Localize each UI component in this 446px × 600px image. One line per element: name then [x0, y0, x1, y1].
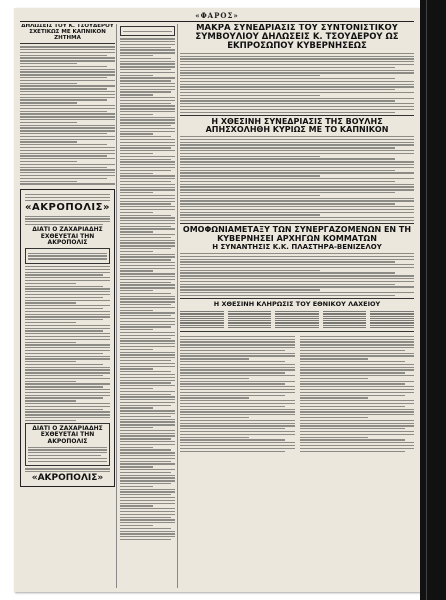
column1-headline: ΔΗΛΩΣΕΙΣ ΤΟΥ Κ. ΤΣΟΥΔΕΡΟΥ ΣΧΕΤΙΚΩΣ ΜΕ ΚΑΠΝΙΚΟΝ ΖΗΤΗΜΑ — [21, 24, 114, 41]
divider — [180, 115, 414, 116]
article-body — [20, 46, 115, 184]
ad-name-repeat: «ΑΚΡΟΠΟΛΙΣ» — [31, 472, 104, 483]
column-1 — [20, 24, 115, 588]
newspaper-page — [14, 8, 420, 592]
advertisement-akropolis — [20, 189, 115, 488]
headline-parliament: Η ΧΘΕΣΙΝΗ ΣΥΝΕΔΡΙΑΣΙΣ ΤΗΣ ΒΟΥΛΗΣ ΑΠΗΣΧΟΛΗΘΗ ΚΥΡΙΩΣ ΜΕ ΤΟ ΚΑΠΝΙΚΟΝ — [205, 116, 389, 135]
lower-left-heading — [180, 336, 295, 340]
ad-footer — [25, 468, 110, 472]
lower-left-body — [180, 341, 295, 451]
divider — [20, 43, 115, 44]
column2-heading — [123, 31, 172, 32]
masthead — [20, 11, 414, 22]
ad-inner-text-2 — [28, 447, 107, 462]
lower-right-body — [300, 341, 415, 451]
scan-edge-strip — [420, 0, 446, 600]
lottery-heading: Η ΧΘΕΣΙΝΗ ΚΛΗΡΩΣΙΣ ΤΟΥ ΕΘΝΙΚΟΥ ΛΑΧΕΙΟΥ — [213, 300, 381, 309]
main-subheading — [180, 53, 414, 57]
column-rule — [116, 24, 117, 588]
ad-inner-box-2 — [25, 423, 110, 466]
ad-intro-2 — [25, 216, 110, 226]
unanimity-body — [180, 253, 414, 296]
ad-intro — [25, 194, 110, 201]
column-3 — [180, 24, 414, 588]
lower-right-heading — [300, 336, 415, 340]
main-article-body — [180, 58, 414, 112]
divider — [180, 298, 414, 299]
ad-slogan: ΔΙΑΤΙ Ο ΖΑΧΑΡΙΑΔΗΣ ΕΧΘΕΥΕΤΑΙ ΤΗΝ ΑΚΡΟΠΟΛΙΣ — [32, 226, 103, 246]
ad-name: «ΑΚΡΟΠΟΛΙΣ» — [25, 202, 110, 214]
lottery-results-table — [180, 311, 414, 328]
headline-meeting: Η ΣΥΝΑΝΤΗΣΙΣ Κ.Κ. ΠΛΑΣΤΗΡΑ-ΒΕΝΙΖΕΛΟΥ — [212, 243, 382, 252]
lower-left-article — [180, 334, 295, 453]
divider — [180, 223, 414, 224]
ad-inner-text — [28, 253, 107, 260]
parliament-body — [180, 139, 414, 221]
headline-unanimity: ΟΜΟΦΩΝΙΑΜΕΤΑΞΥ ΤΩΝ ΣΥΝΕΡΓΑΖΟΜΕΝΩΝ ΕΝ ΤΗ ΚΥΒΕΡΝΗΣΕΙ ΑΡΧΗΓΩΝ ΚΟΜΜΑΤΩΝ — [182, 225, 412, 243]
main-headline: ΜΑΚΡΑ ΣΥΝΕΔΡΙΑΣΙΣ ΤΟΥ ΣΥΝΤΟΝΙΣΤΙΚΟΥ ΣΥΜΒΟΥΛΙΟΥ ΔΗΛΩΣΕΙΣ Κ. ΤΣΟΥΔΕΡΟΥ ΩΣ ΕΚΠΡΟΣΩΠΟΥ ΚΥΒΕΡΝΗΣΕΩΣ — [195, 24, 399, 51]
newspaper-name: «ΦΑΡΟΣ» — [195, 11, 239, 20]
lower-right-article — [300, 334, 415, 453]
lower-section — [180, 334, 414, 453]
ad-body — [25, 266, 110, 421]
news-briefs — [120, 38, 175, 540]
parliament-subheading — [180, 136, 414, 137]
column-rule — [177, 24, 178, 588]
ad-slogan-repeat: ΔΙΑΤΙ Ο ΖΑΧΑΡΙΑΔΗΣ ΕΧΘΕΥΕΤΑΙ ΤΗΝ ΑΚΡΟΠΟΛΙΣ — [32, 425, 103, 445]
divider — [180, 331, 414, 332]
column2-heading-box — [120, 26, 175, 36]
ad-inner-box — [25, 248, 110, 264]
column-2 — [120, 24, 175, 588]
